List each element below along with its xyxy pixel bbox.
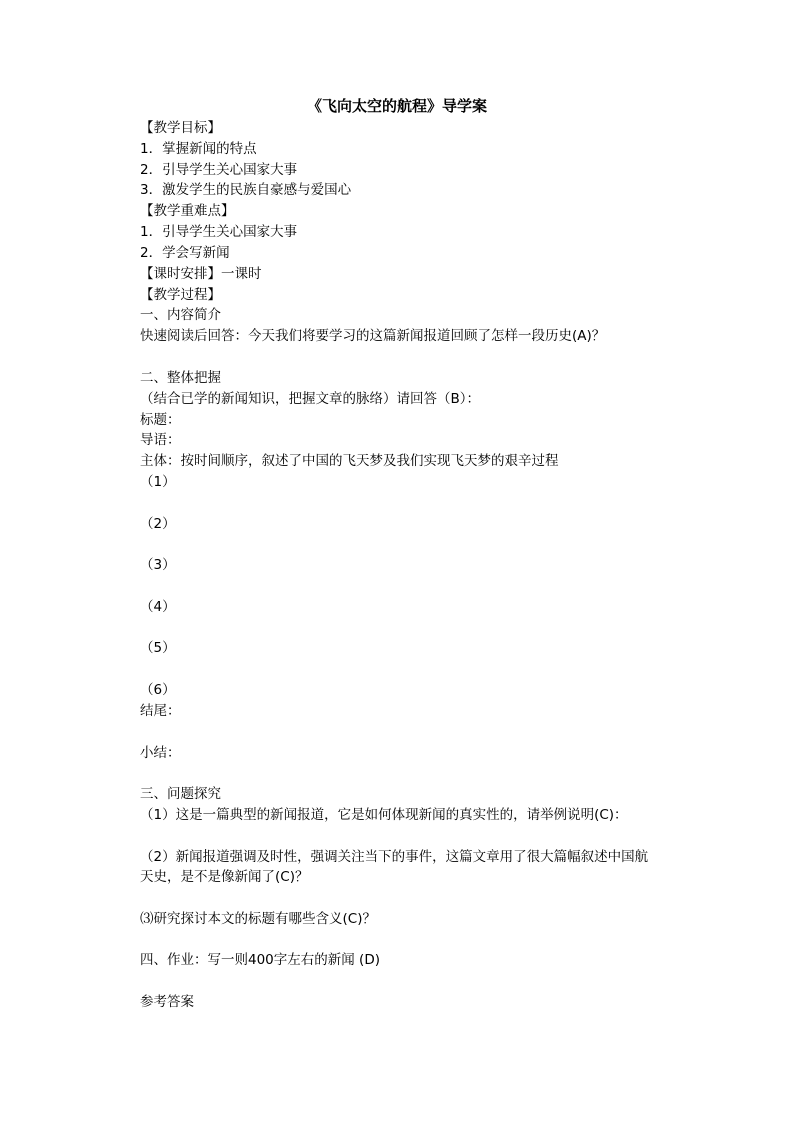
section1-question: 快速阅读后回答：今天我们将要学习的这篇新闻报道回顾了怎样一段历史(A)？ [140, 328, 606, 344]
question-3: ⑶研究探讨本文的标题有哪些含义(C)？ [140, 911, 376, 927]
label-title: 标题： [140, 412, 181, 428]
label-ending: 结尾： [140, 703, 181, 719]
label-summary: 小结： [140, 745, 181, 761]
item-6: （6） [140, 682, 176, 698]
section1-heading: 一、内容简介 [140, 307, 221, 323]
keypoint-1: 1．引导学生关心国家大事 [140, 224, 298, 240]
process-heading: 【教学过程】 [140, 287, 221, 303]
label-body: 主体：按时间顺序，叙述了中国的飞天梦及我们实现飞天梦的艰辛过程 [140, 453, 559, 469]
item-3: （3） [140, 557, 176, 573]
answers-heading: 参考答案 [140, 994, 194, 1010]
item-4: （4） [140, 599, 176, 615]
document-title: 《飞向太空的航程》导学案 [306, 97, 487, 115]
label-lead: 导语： [140, 432, 181, 448]
item-2: （2） [140, 516, 176, 532]
goal-2: 2．引导学生关心国家大事 [140, 162, 298, 178]
section3-heading: 三、问题探究 [140, 786, 221, 802]
schedule-line: 【课时安排】一课时 [140, 266, 262, 282]
goals-heading: 【教学目标】 [140, 120, 221, 136]
question-1: （1）这是一篇典型的新闻报道，它是如何体现新闻的真实性的，请举例说明(C)： [140, 807, 628, 823]
section2-heading: 二、整体把握 [140, 370, 221, 386]
goal-1: 1．掌握新闻的特点 [140, 141, 257, 157]
question-2: （2）新闻报道强调及时性，强调关注当下的事件，这篇文章用了很大篇幅叙述中国航天史，是不是像新闻了(C)？ [140, 849, 649, 885]
keypoints-heading: 【教学重难点】 [140, 203, 235, 219]
item-5: （5） [140, 640, 176, 656]
section2-intro: （结合已学的新闻知识，把握文章的脉络）请回答（B）： [140, 391, 481, 407]
keypoint-2: 2．学会写新闻 [140, 245, 230, 261]
section4-homework: 四、作业：写一则400字左右的新闻 (D) [140, 952, 380, 968]
goal-3: 3．激发学生的民族自豪感与爱国心 [140, 182, 352, 198]
item-1: （1） [140, 474, 176, 490]
